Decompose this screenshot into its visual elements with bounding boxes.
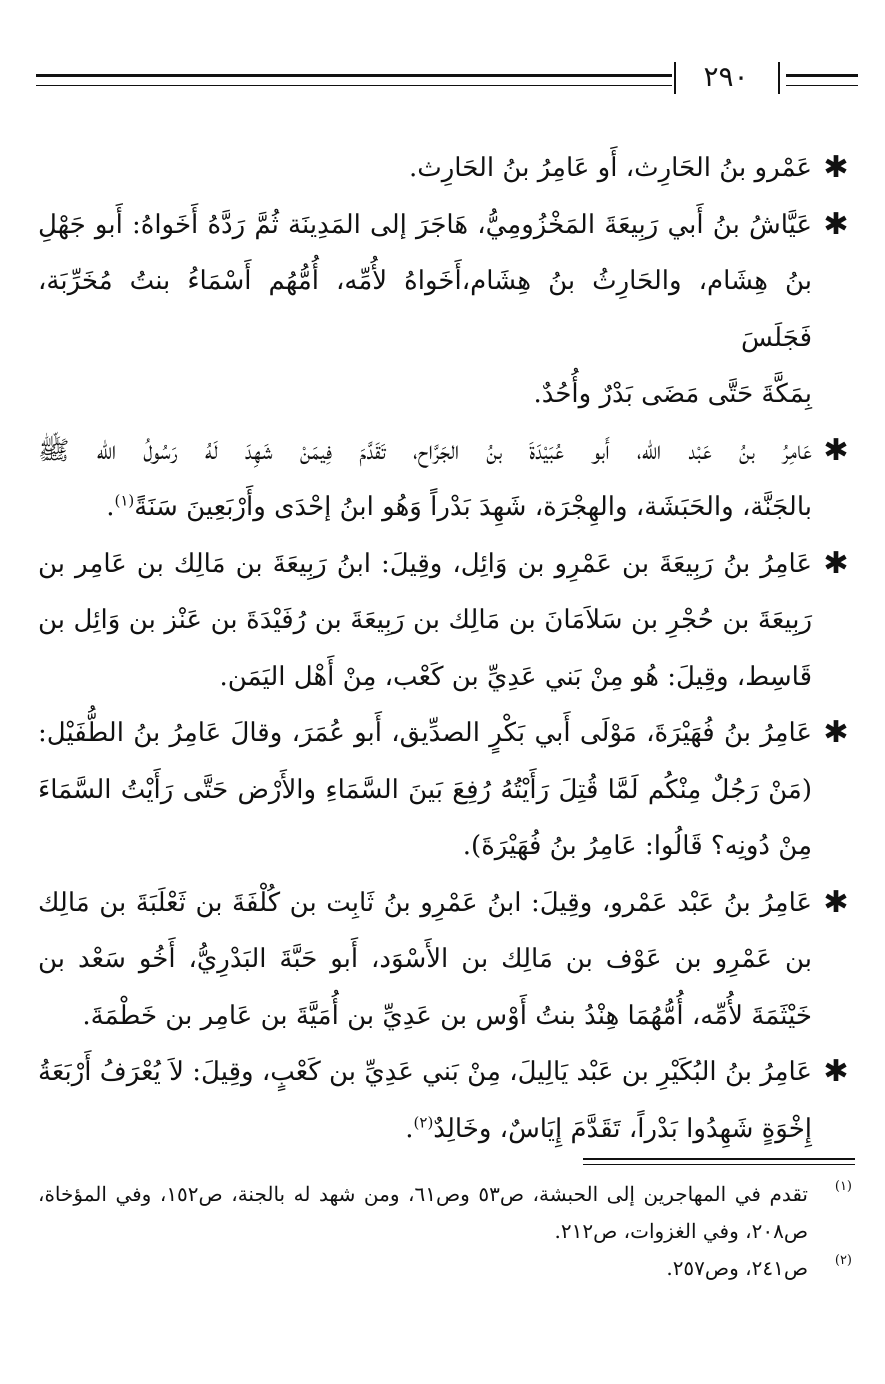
entry-line: عَيَّاشُ بنُ أَبي رَبِيعَةَ المَخْزُومِيُّ، هَاجَرَ إلى المَدِينَة ثُمَّ رَدَّهُ أَخَواهُ: أَبو جَهْلِ (38, 209, 812, 240)
footnote-line: تقدم في المهاجرين إلى الحبشة، ص٥٣ وص٦١، ومن شهد له بالجنة، ص١٥٢، وفي المؤخاة، (38, 1182, 809, 1206)
asterisk-icon: ✱ (823, 715, 849, 750)
biography-entry (38, 197, 852, 423)
asterisk-icon: ✱ (823, 150, 849, 185)
entry-line: عَامِرُ بنُ عَبْد الله، أَبو عُبَيْدَةَ بنُ الجَرَّاح، تَقَدَّمَ فِيمَنْ شَهِدَ لَهُ رَسُولُ الله ﷺ (38, 435, 812, 466)
asterisk-icon: ✱ (823, 432, 849, 468)
header-divider-left (674, 62, 676, 94)
biography-entry (38, 536, 852, 706)
entry-line-with-note (38, 479, 812, 536)
header-divider-right (778, 62, 780, 94)
entry-line: (مَنْ رَجُلٌ مِنْكُم لَمَّا قُتِلَ رَأَيْتُهُ رُفِعَ بَينَ السَّمَاءِ والأَرْض حَتَّى رَأَيْتُ السَّمَاءَ (38, 774, 812, 805)
footnote-number: (٢) (834, 1253, 852, 1268)
biography-entry (38, 875, 852, 1045)
asterisk-icon: ✱ (823, 206, 849, 242)
entry-line: عَامِرُ بنُ فُهَيْرَةَ، مَوْلَى أَبي بَكْرٍ الصدِّيق، أَبو عُمَرَ، وقالَ عَامِرُ بنُ الطُّفَيْل: (38, 718, 812, 748)
header-rule-right (786, 74, 858, 86)
entry-line: بنُ هِشَام، والحَارِثُ بنُ هِشَام،أَخَواهُ لأُمِّه، أُمُّهُم أَسْمَاءُ بنتُ مُخَرِّبَة، فَجَلَسَ (38, 266, 812, 353)
footnote-number: (١) (834, 1179, 852, 1194)
footnote-reference: (١) (114, 491, 135, 510)
biography-entry (38, 705, 852, 875)
entry-line: بِمَكَّةَ حَتَّى مَضَى بَدْرٌ وأُحُدٌ. (533, 379, 812, 409)
footnote-line: ص٢٠٨، وفي الغزوات، ص٢١٢. (554, 1219, 808, 1243)
footnotes (38, 1176, 852, 1287)
biography-entry (38, 140, 852, 197)
footnote-separator (583, 1158, 855, 1165)
entry-line: عَمْرو بنُ الحَارِث، أَو عَامِرُ بنُ الحَارِث. (409, 153, 812, 183)
entry-line: خَيْثَمَةَ لأُمِّه، أُمُّهُمَا هِنْدُ بنتُ أَوْس بن عَدِيِّ بن أُمَيَّةَ بن عَامِر بن خَطْمَةَ. (82, 1000, 812, 1031)
entry-line-tail: . (405, 1113, 414, 1144)
entry-line: مِنْ دُونِه؟ قَالُوا: عَامِرُ بنُ فُهَيْرَةَ). (462, 831, 812, 861)
entry-line: عَامِرُ بنُ رَبِيعَةَ بن عَمْرِو بن وَائِل، وقِيلَ: ابنُ رَبِيعَةَ بن مَالِك بن عَامِر بن (38, 548, 812, 579)
asterisk-icon: ✱ (823, 884, 849, 920)
entry-line: قَاسِط، وقِيلَ: هُو مِنْ بَني عَدِيِّ بن كَعْب، مِنْ أَهْل اليَمَن. (219, 661, 812, 692)
entry-line-text: بالجَنَّة، والحَبَشَة، والهِجْرَة، شَهِدَ بَدْراً وَهُو ابنُ إحْدَى وأَرْبَعِينَ سَنَةً (134, 492, 812, 522)
entry-line: رَبِيعَةَ بن حُجْرِ بن سَلاَمَانَ بن مَالِك بن رَبِيعَةَ بن رُفَيْدَةَ بن عَنْز بن وَائِل بن (38, 605, 812, 635)
page-header (36, 62, 858, 102)
entry-line: عَامِرُ بنُ البُكَيْرِ بن عَبْد يَالِيلَ، مِنْ بَني عَدِيِّ بن كَعْبٍ، وقِيلَ: لاَ يُعْرَفُ أَرْبَعَةُ (38, 1057, 812, 1087)
footnote (38, 1250, 852, 1287)
asterisk-icon: ✱ (823, 545, 849, 581)
asterisk-icon: ✱ (823, 1054, 849, 1089)
entry-line-tail: . (106, 492, 115, 522)
entry-line-text: إِخْوَةٍ شَهِدُوا بَدْراً، تَقَدَّمَ إِيَاسٌ، وخَالِدٌ (433, 1113, 812, 1144)
page-number: ٢٩٠ (703, 60, 749, 93)
footnote-reference: (٢) (413, 1112, 434, 1131)
footnote-line: ص٢٤١، وص٢٥٧. (666, 1256, 808, 1280)
header-rule-left (36, 74, 672, 86)
biography-entry (38, 1044, 852, 1157)
footnote (38, 1176, 852, 1250)
biography-entry (38, 423, 852, 536)
entry-line: عَامِرُ بنُ عَبْد عَمْرو، وقِيلَ: ابنُ عَمْرِو بنُ ثَابِت بن كُلْفَةَ بن ثَعْلَبَةَ بن مَالِك (38, 887, 813, 918)
main-text (38, 140, 852, 1157)
entry-line: بن عَمْرِو بن عَوْف بن مَالِك بن الأَسْوَد، أَبو حَبَّةَ البَدْرِيُّ، أَخُو سَعْد بن (38, 944, 812, 974)
entry-line-with-note (38, 1101, 812, 1158)
